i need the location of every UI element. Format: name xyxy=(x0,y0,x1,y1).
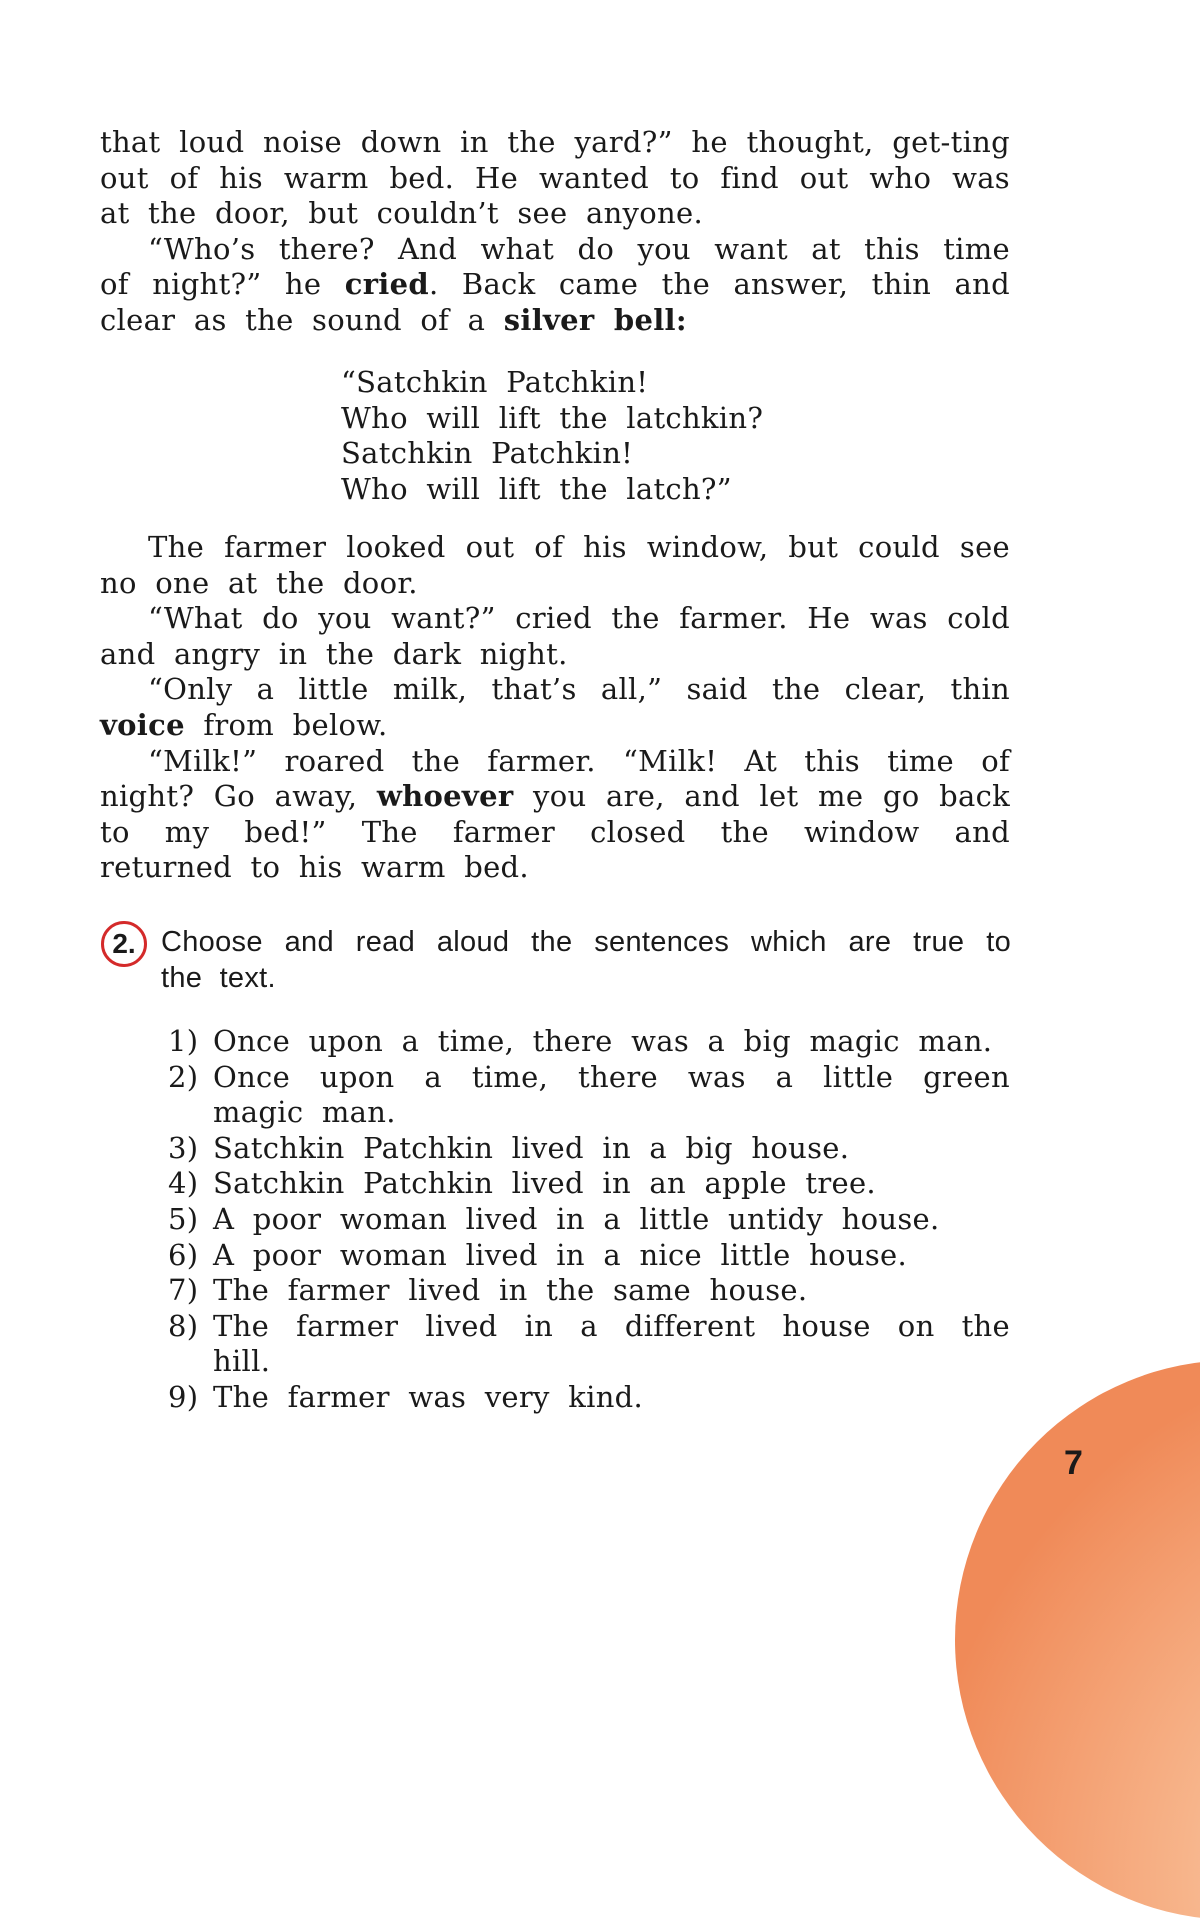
item-number: 4) xyxy=(168,1166,199,1201)
vocab-word: silver bell: xyxy=(503,302,687,337)
list-item xyxy=(168,1166,1010,1202)
item-text: A poor woman lived in a nice little house. xyxy=(213,1237,908,1272)
sentence-list xyxy=(168,1024,1010,1416)
list-item xyxy=(168,1238,1010,1274)
item-text: Satchkin Patchkin lived in a big house. xyxy=(213,1130,850,1165)
paragraph: “What do you want?” cried the farmer. He was cold and angry in the dark night. xyxy=(100,601,1010,671)
task-number-badge: 2. xyxy=(101,921,147,967)
paragraph: “Only a little milk, that’s all,” said the clear, thin voice from below. xyxy=(100,672,1010,742)
item-number: 8) xyxy=(168,1308,199,1343)
item-text: The farmer lived in a different house on the hill. xyxy=(213,1308,1010,1379)
verse-line: Satchkin Patchkin! xyxy=(341,436,634,471)
story-text-bottom xyxy=(100,530,1010,886)
paragraph: The farmer looked out of his window, but could see no one at the door. xyxy=(100,530,1010,600)
vocab-word: cried xyxy=(344,267,429,302)
list-item xyxy=(168,1024,1010,1060)
vocab-word: whoever xyxy=(376,779,514,814)
rhyme-verse xyxy=(341,365,763,507)
item-number: 5) xyxy=(168,1201,199,1236)
item-number: 6) xyxy=(168,1237,199,1272)
item-text: The farmer lived in the same house. xyxy=(213,1273,808,1308)
verse-line: Who will lift the latch?” xyxy=(341,471,732,506)
verse-line: “Satchkin Patchkin! xyxy=(341,365,649,399)
story-text-top xyxy=(100,125,1010,339)
list-item xyxy=(168,1309,1010,1380)
item-number: 7) xyxy=(168,1273,199,1308)
item-text: Once upon a time, there was a big magic man. xyxy=(213,1024,993,1058)
page-number: 7 xyxy=(1064,1444,1083,1482)
list-item xyxy=(168,1380,1010,1416)
vocab-word: voice xyxy=(100,707,185,742)
item-text: Once upon a time, there was a little green magic man. xyxy=(213,1059,1010,1130)
item-text: A poor woman lived in a little untidy house. xyxy=(213,1201,940,1236)
paragraph: that loud noise down in the yard?” he thought, get-ting out of his warm bed. He wanted to find out who was at the door, but couldn’t see anyone. xyxy=(100,125,1010,231)
list-item xyxy=(168,1131,1010,1167)
item-text: Satchkin Patchkin lived in an apple tree. xyxy=(213,1166,876,1201)
paragraph: “Who’s there? And what do you want at this time of night?” he cried. Back came the answer, thin and clear as the sound of a silver bell: xyxy=(100,231,1010,337)
item-number: 9) xyxy=(168,1379,199,1414)
paragraph: “Milk!” roared the farmer. “Milk! At this time of night? Go away, whoever you are, and let me go back to my bed!” The farmer closed the window and returned to his warm bed. xyxy=(100,743,1010,885)
item-number: 3) xyxy=(168,1130,199,1165)
list-item xyxy=(168,1273,1010,1309)
task-instruction: Choose and read aloud the sentences which are true to the text. xyxy=(161,926,1011,994)
item-text: The farmer was very kind. xyxy=(213,1379,644,1414)
item-number: 2) xyxy=(168,1059,199,1094)
verse-line: Who will lift the latchkin? xyxy=(341,400,764,435)
list-item xyxy=(168,1202,1010,1238)
item-number: 1) xyxy=(168,1024,199,1058)
list-item xyxy=(168,1060,1010,1131)
